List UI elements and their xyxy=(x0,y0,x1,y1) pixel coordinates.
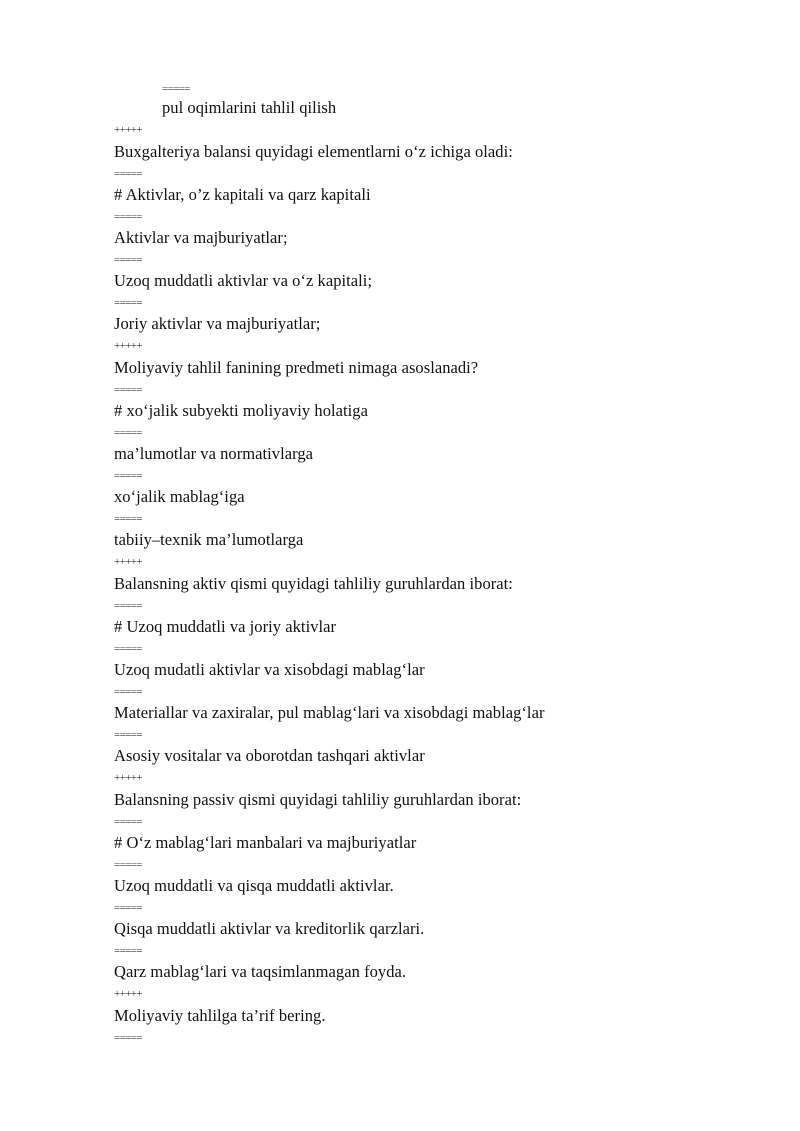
separator-line: ===== xyxy=(114,470,143,482)
correct-answer: # O‘z mablag‘lari manbalari va majburiyatlar xyxy=(114,833,417,852)
separator-line: ===== xyxy=(114,902,143,914)
separator-line: ===== xyxy=(114,427,143,439)
separator-line: ===== xyxy=(114,384,143,396)
question-text: Balansning passiv qismi quyidagi tahliliy guruhlardan iborat: xyxy=(114,790,522,809)
correct-answer: # Aktivlar, o’z kapitali va qarz kapitali xyxy=(114,185,371,204)
answer-option: Asosiy vositalar va oborotdan tashqari aktivlar xyxy=(114,746,425,765)
separator-line: ===== xyxy=(114,1032,143,1044)
answer-option: Joriy aktivlar va majburiyatlar; xyxy=(114,314,321,333)
separator-line: ===== xyxy=(114,600,143,612)
question-text: Balansning aktiv qismi quyidagi tahliliy guruhlardan iborat: xyxy=(114,574,513,593)
answer-option: Aktivlar va majburiyatlar; xyxy=(114,228,288,247)
separator-line: ===== xyxy=(114,254,143,266)
separator-line: ===== xyxy=(114,297,143,309)
separator-line: ===== xyxy=(114,816,143,828)
question-marker: +++++ xyxy=(114,988,143,1000)
separator-line: ===== xyxy=(114,729,143,741)
answer-option: tabiiy–texnik ma’lumotlarga xyxy=(114,530,304,549)
separator-line: ===== xyxy=(162,83,191,95)
separator-line: ===== xyxy=(114,168,143,180)
correct-answer: # Uzoq muddatli va joriy aktivlar xyxy=(114,617,337,636)
correct-answer: # xo‘jalik subyekti moliyaviy holatiga xyxy=(114,401,368,420)
separator-line: ===== xyxy=(114,211,143,223)
separator-line: ===== xyxy=(114,945,143,957)
answer-option: Qarz mablag‘lari va taqsimlanmagan foyda. xyxy=(114,962,407,981)
question-marker: +++++ xyxy=(114,340,143,352)
question-marker: +++++ xyxy=(114,124,143,136)
question-text: Moliyaviy tahlilga ta’rif bering. xyxy=(114,1006,326,1025)
separator-line: ===== xyxy=(114,686,143,698)
answer-option: Qisqa muddatli aktivlar va kreditorlik qarzlari. xyxy=(114,919,425,938)
separator-line: ===== xyxy=(114,513,143,525)
answer-option: Materiallar va zaxiralar, pul mablag‘lari va xisobdagi mablag‘lar xyxy=(114,703,545,722)
answer-option: Uzoq muddatli aktivlar va o‘z kapitali; xyxy=(114,271,373,290)
answer-option: pul oqimlarini tahlil qilish xyxy=(162,98,337,117)
answer-option: Uzoq mudatli aktivlar va xisobdagi mablag‘lar xyxy=(114,660,425,679)
answer-option: ma’lumotlar va normativlarga xyxy=(114,444,314,463)
question-marker: +++++ xyxy=(114,772,143,784)
question-text: Moliyaviy tahlil fanining predmeti nimaga asoslanadi? xyxy=(114,358,479,377)
answer-option: Uzoq muddatli va qisqa muddatli aktivlar. xyxy=(114,876,394,895)
answer-option: xo‘jalik mablag‘iga xyxy=(114,487,245,506)
separator-line: ===== xyxy=(114,859,143,871)
question-text: Buxgalteriya balansi quyidagi elementlarni o‘z ichiga oladi: xyxy=(114,142,513,161)
question-marker: +++++ xyxy=(114,556,143,568)
separator-line: ===== xyxy=(114,643,143,655)
